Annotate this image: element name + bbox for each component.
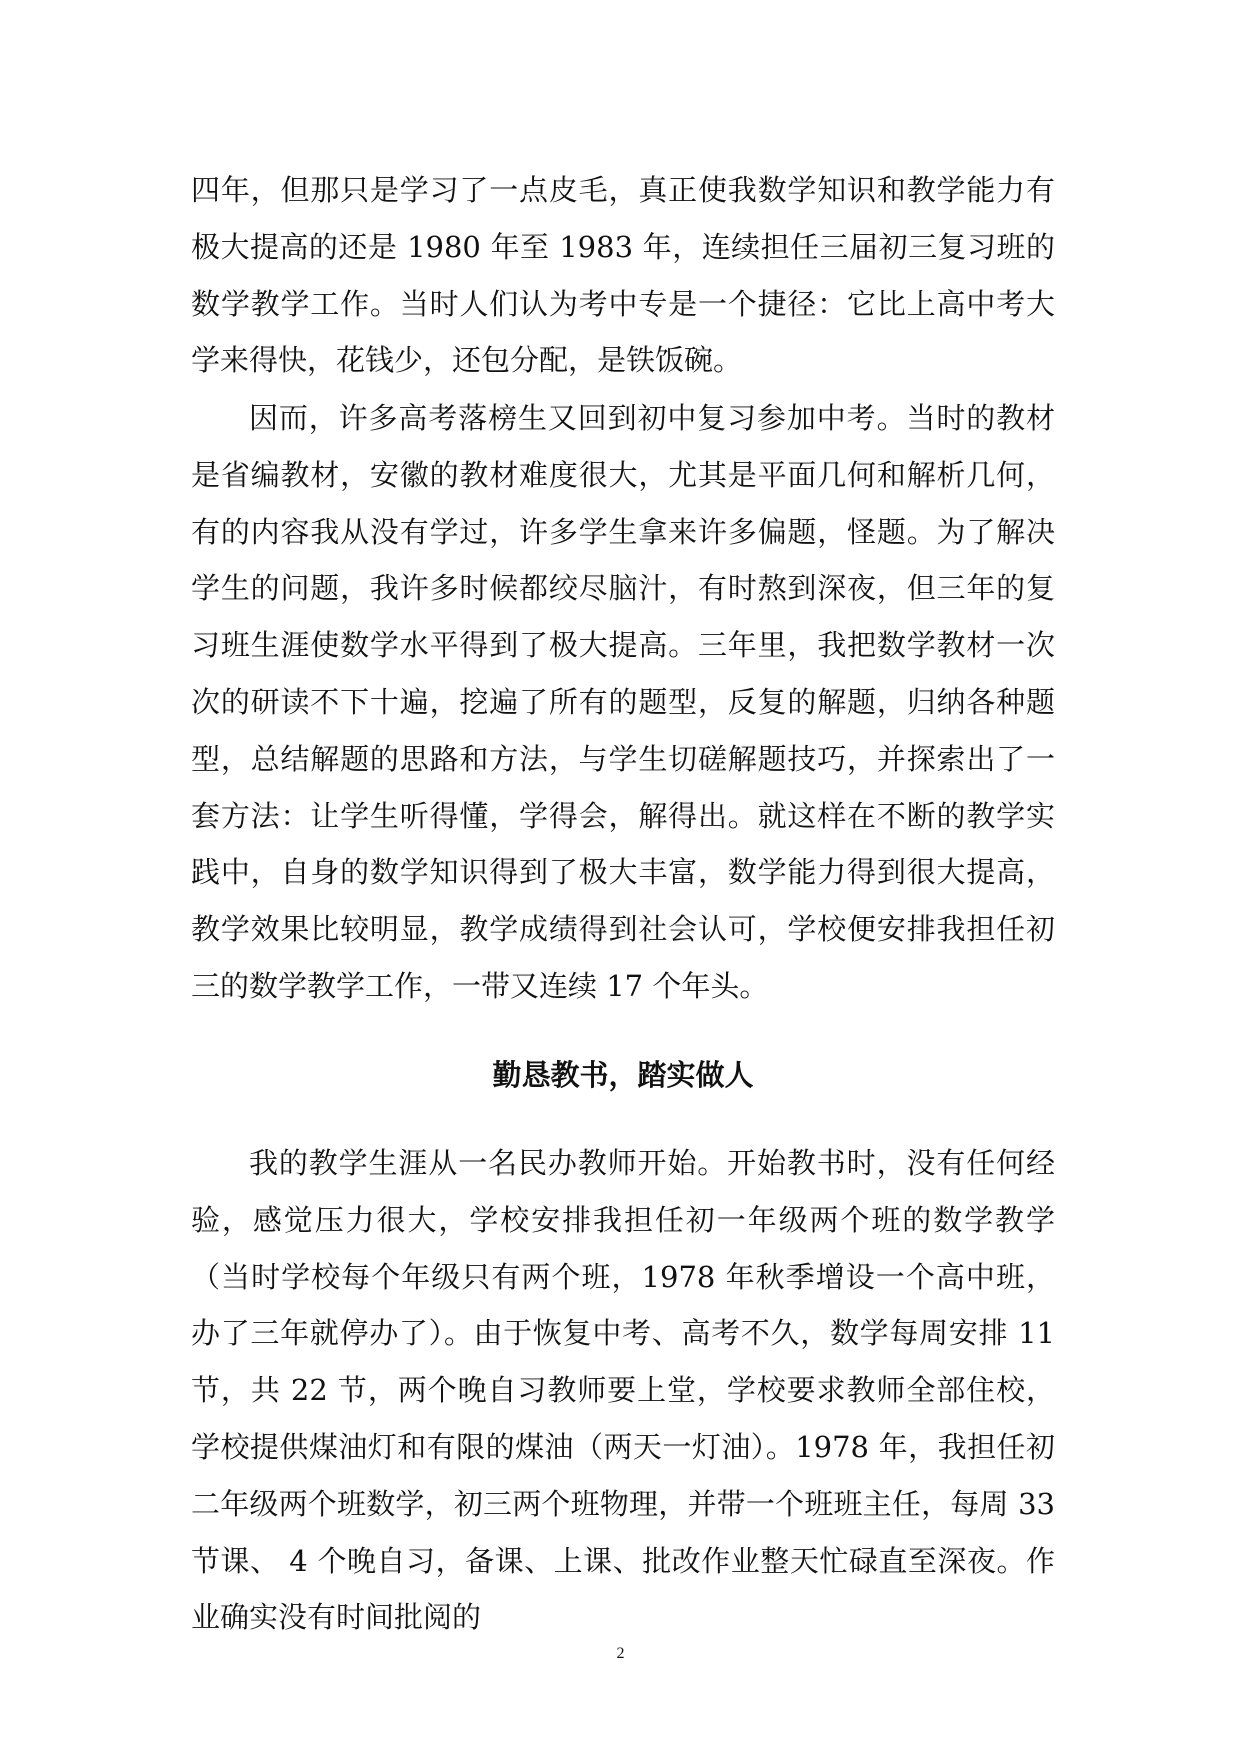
body-text-continuation [191, 162, 1055, 389]
paragraph: 因而，许多高考落榜生又回到初中复习参加中考。当时的教材是省编教材，安徽的教材难度很大，尤其是平面几何和解析几何，有的内容我从没有学过，许多学生拿来许多偏题，怪题。为了解决学生的问题，我许多时候都绞尽脑汁，有时熬到深夜，但三年的复习班生涯使数学水平得到了极大提高。三年里，我把数学教材一次次的研读不下十遍，挖遍了所有的题型，反复的解题，归纳各种题型，总结解题的思路和方法，与学生切磋解题技巧，并探索出了一套方法：让学生听得懂，学得会，解得出。就这样在不断的教学实践中，自身的数学知识得到了极大丰富，数学能力得到很大提高，教学效果比较明显，教学成绩得到社会认可，学校便安排我担任初三的数学教学工作，一带又连续 17 个年头。 [191, 401, 1055, 1003]
paragraph: 我的教学生涯从一名民办教师开始。开始教书时，没有任何经验，感觉压力很大，学校安排我担任初一年级两个班的数学教学（当时学校每个年级只有两个班，1978 年秋季增设一个高中班，办了三年就停办了）。由于恢复中考、高考不久，数学每周安排 11 节，共 22 节，两个晚自习教师要上堂，学校要求教师全部住校，学校提供煤油灯和有限的煤油（两天一灯油）。1978 年，我担任初二年级两个班数学，初三两个班物理，并带一个班班主任，每周 33 节课、 4 个晚自习，备课、上课、批改作业整天忙碌直至深夜。作业确实没有时间批阅的 [191, 1146, 1055, 1635]
paragraph-continued: 四年，但那只是学习了一点皮毛，真正使我数学知识和教学能力有极大提高的还是 1980 年至 1983 年，连续担任三届初三复习班的数学教学工作。当时人们认为考中专是一个捷径：它比上高中考大学来得快，花钱少，还包分配，是铁饭碗。 [191, 173, 1055, 378]
body-text-block [191, 390, 1055, 1015]
body-text-block [191, 1135, 1055, 1646]
section-heading: 勤恳教书，踏实做人 [492, 1058, 754, 1092]
page-number: 2 [616, 1645, 625, 1662]
